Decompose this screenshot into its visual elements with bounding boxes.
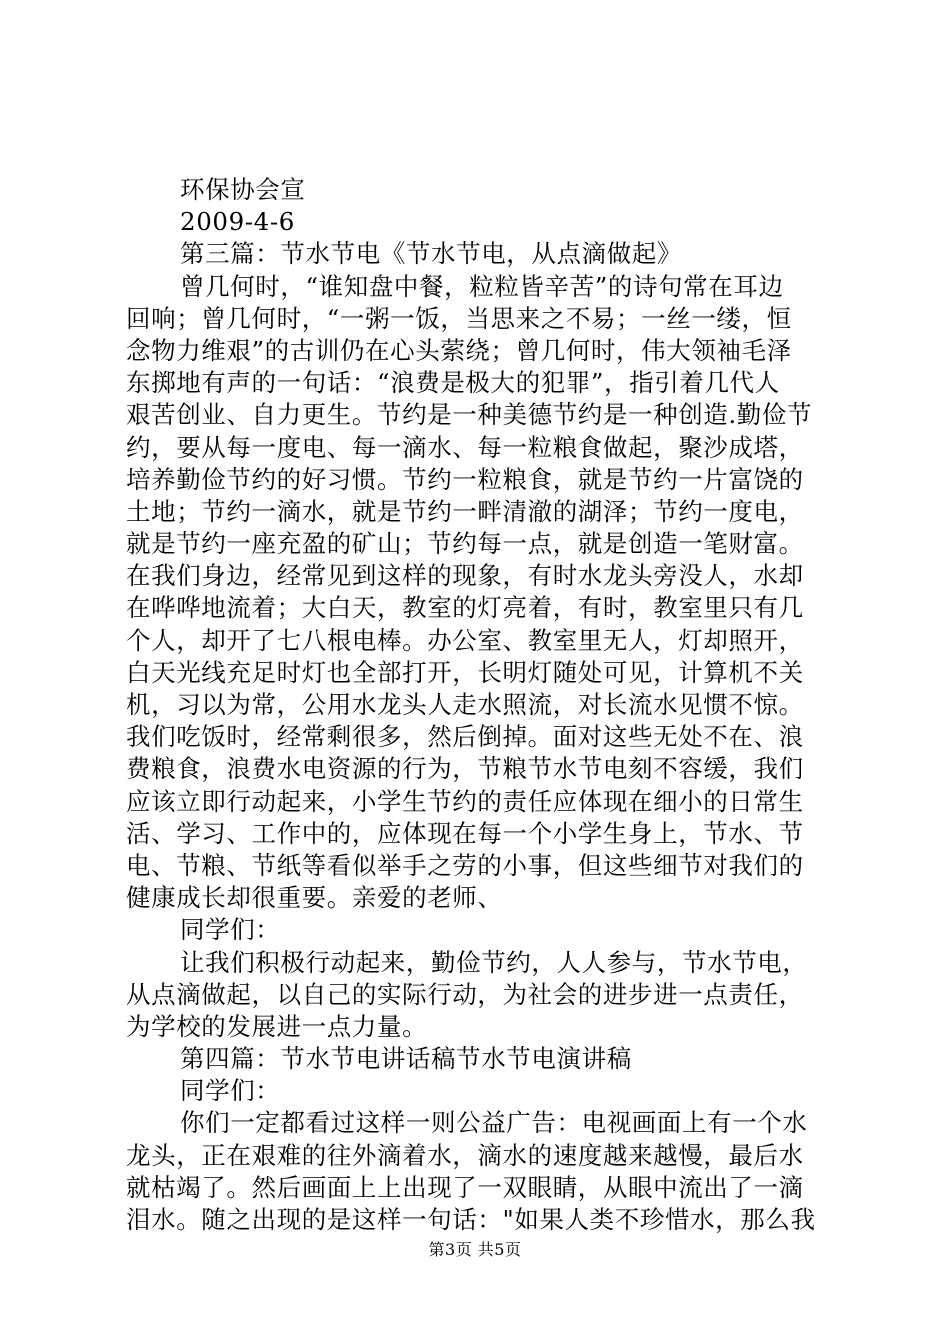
text-line: 电、节粮、节纸等看似举手之劳的小事，但这些细节对我们的: [126, 850, 804, 880]
text-line: 东掷地有声的一句话：“浪费是极大的犯罪”，指引着几代人: [126, 368, 780, 398]
text-line: 艰苦创业、自力更生。节约是一种美德节约是一种创造.勤俭节: [126, 400, 813, 430]
text-line: 应该立即行动起来，小学生节约的责任应体现在细小的日常生: [126, 786, 804, 816]
text-line: 为学校的发展进一点力量。: [126, 1011, 428, 1041]
text-line: 第四篇：节水节电讲话稿节水节电演讲稿: [180, 1044, 632, 1074]
text-line: 让我们积极行动起来，勤俭节约，人人参与，节水节电，: [180, 947, 808, 977]
text-line: 我们吃饭时，经常剩很多，然后倒掉。面对这些无处不在、浪: [126, 722, 804, 752]
text-line: 活、学习、工作中的，应体现在每一个小学生身上，节水、节: [126, 818, 804, 848]
text-line: 从点滴做起，以自己的实际行动，为社会的进步进一点责任，: [126, 979, 804, 1009]
text-line: 白天光线充足时灯也全部打开，长明灯随处可见，计算机不关: [126, 657, 804, 687]
text-line: 就是节约一座充盈的矿山；节约每一点，就是创造一笔财富。: [126, 529, 804, 559]
text-line: 第三篇：节水节电《节水节电，从点滴做起》: [180, 239, 682, 269]
text-line: 曾几何时，“谁知盘中餐，粒粒皆辛苦”的诗句常在耳边: [180, 271, 784, 301]
text-line: 就枯竭了。然后画面上上出现了一双眼睛，从眼中流出了一滴: [126, 1172, 804, 1202]
text-line: 约，要从每一度电、每一滴水、每一粒粮食做起，聚沙成塔，: [126, 432, 804, 462]
text-line: 同学们：: [180, 1076, 281, 1106]
page-footer: 第3页 共5页: [428, 1240, 522, 1259]
text-line: 回响；曾几何时，“一粥一饭，当思来之不易；一丝一缕，恒: [126, 303, 792, 333]
text-line: 念物力维艰”的古训仍在心头萦绕；曾几何时，伟大领袖毛泽: [126, 335, 792, 365]
document-body: [126, 174, 831, 1236]
text-line: 健康成长却很重要。亲爱的老师、: [126, 883, 503, 913]
text-line: 费粮食，浪费水电资源的行为，节粮节水节电刻不容缓，我们: [126, 754, 804, 784]
text-line: 2009-4-6: [180, 207, 295, 237]
text-line: 培养勤俭节约的好习惯。节约一粒粮食，就是节约一片富饶的: [126, 464, 804, 494]
text-line: 环保协会宣: [180, 175, 306, 204]
text-line: 你们一定都看过这样一则公益广告：电视画面上有一个水: [180, 1108, 808, 1138]
text-line: 龙头，正在艰难的往外滴着水，滴水的速度越来越慢，最后水: [126, 1140, 804, 1170]
text-line: 同学们：: [180, 915, 281, 945]
text-line: 土地；节约一滴水，就是节约一畔清澈的湖泽；节约一度电，: [126, 496, 804, 526]
text-line: 个人，却开了七八根电棒。办公室、教室里无人，灯却照开，: [126, 625, 804, 655]
text-line: 机，习以为常，公用水龙头人走水照流，对长流水见惯不惊。: [126, 690, 804, 719]
text-line: 在我们身边，经常见到这样的现象，有时水龙头旁没人，水却: [126, 561, 804, 591]
text-line: 在哗哗地流着；大白天，教室的灯亮着，有时，教室里只有几: [126, 593, 804, 623]
text-line: 泪水。随之出现的是这样一句话："如果人类不珍惜水，那么我: [126, 1205, 816, 1234]
